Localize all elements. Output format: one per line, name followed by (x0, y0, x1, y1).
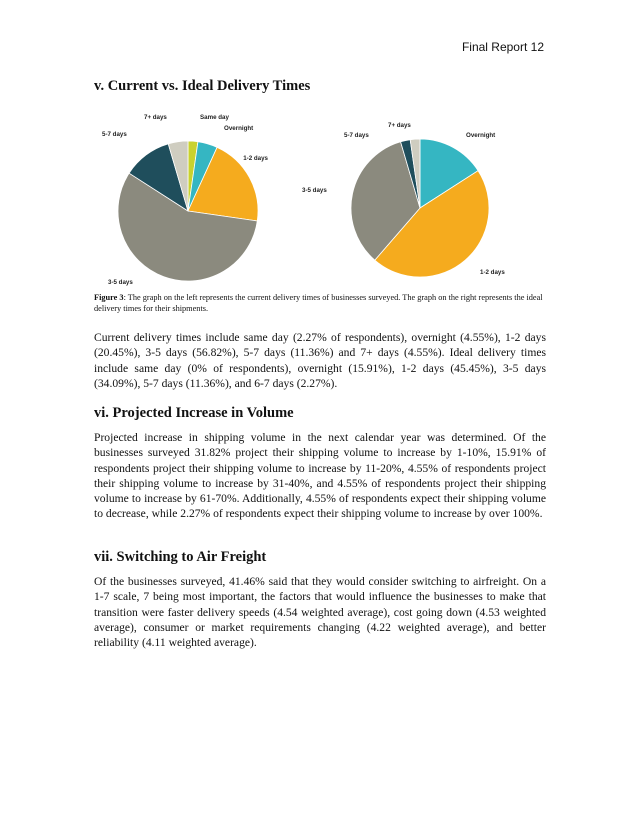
pie-ideal-label-overnight: Overnight (466, 132, 496, 139)
section-v-heading: v. Current vs. Ideal Delivery Times (94, 78, 311, 94)
pie-current-label-same-day: Same day (200, 114, 229, 121)
pie-current-label-overnight: Overnight (224, 125, 254, 132)
pie-current-label-5-7: 5-7 days (102, 131, 127, 138)
figure-label: Figure 3 (94, 293, 124, 302)
pie-current-label-7plus: 7+ days (144, 114, 167, 121)
figure-caption-text: : The graph on the left represents the current delivery times of businesses surveyed. The graph on the right represents the ideal delivery times for their shipments. (94, 293, 543, 313)
projected-increase-paragraph: Projected increase in shipping volume in the next calendar year was determined. Of the businesses surveyed 31.82% project their shipping volume to increase by 1-10%, 15.91% of respondents project their shipping volume to increase by 11-20%, 4.55% of respondents project their shipping volume to increase by 31-40%, and 4.55% of respondents project their shipping volume to increase by 61-70%. Additionally, 4.55% of respondents expect their shipping volume to decrease, while 2.27% of respondents expect their shipping volume to increase by over 100%. (94, 431, 546, 521)
air-freight-paragraph: Of the businesses surveyed, 41.46% said that they would consider switching to airfreight. On a 1-7 scale, 7 being most important, the factors that would influence the businesses to make that transition were faster delivery speeds (4.54 weighted average), cost going down (4.53 weighted average), consumer or market requirements changing (4.22 weighted average), and better reliability (4.11 weighted average). (94, 575, 546, 650)
page-header: Final Report 12 (461, 40, 544, 54)
ideal-delivery-pie-chart (302, 116, 530, 286)
pie-ideal-label-7plus: 7+ days (388, 122, 411, 129)
pie-ideal-label-5-7: 5-7 days (344, 132, 369, 139)
current-delivery-pie-chart (96, 108, 276, 288)
figure-caption (94, 292, 546, 314)
pie-current-label-1-2: 1-2 days (243, 155, 268, 162)
pie-ideal-label-1-2: 1-2 days (480, 269, 505, 276)
section-vi-heading: vi. Projected Increase in Volume (94, 405, 294, 421)
pie-current-label-3-5: 3-5 days (108, 279, 133, 286)
delivery-times-paragraph: Current delivery times include same day (2.27% of respondents), overnight (4.55%), 1-2 days (20.45%), 3-5 days (56.82%), 5-7 days (11.36%) and 7+ days (4.55%). Ideal delivery times include same day (0% of respondents), overnight (15.91%), 1-2 days (45.45%), 3-5 days (34.09%), 5-7 days (11.36%), and 6-7 days (2.27%). (94, 331, 546, 390)
section-vii-heading: vii. Switching to Air Freight (94, 549, 267, 565)
pie-ideal-label-3-5: 3-5 days (302, 187, 327, 194)
